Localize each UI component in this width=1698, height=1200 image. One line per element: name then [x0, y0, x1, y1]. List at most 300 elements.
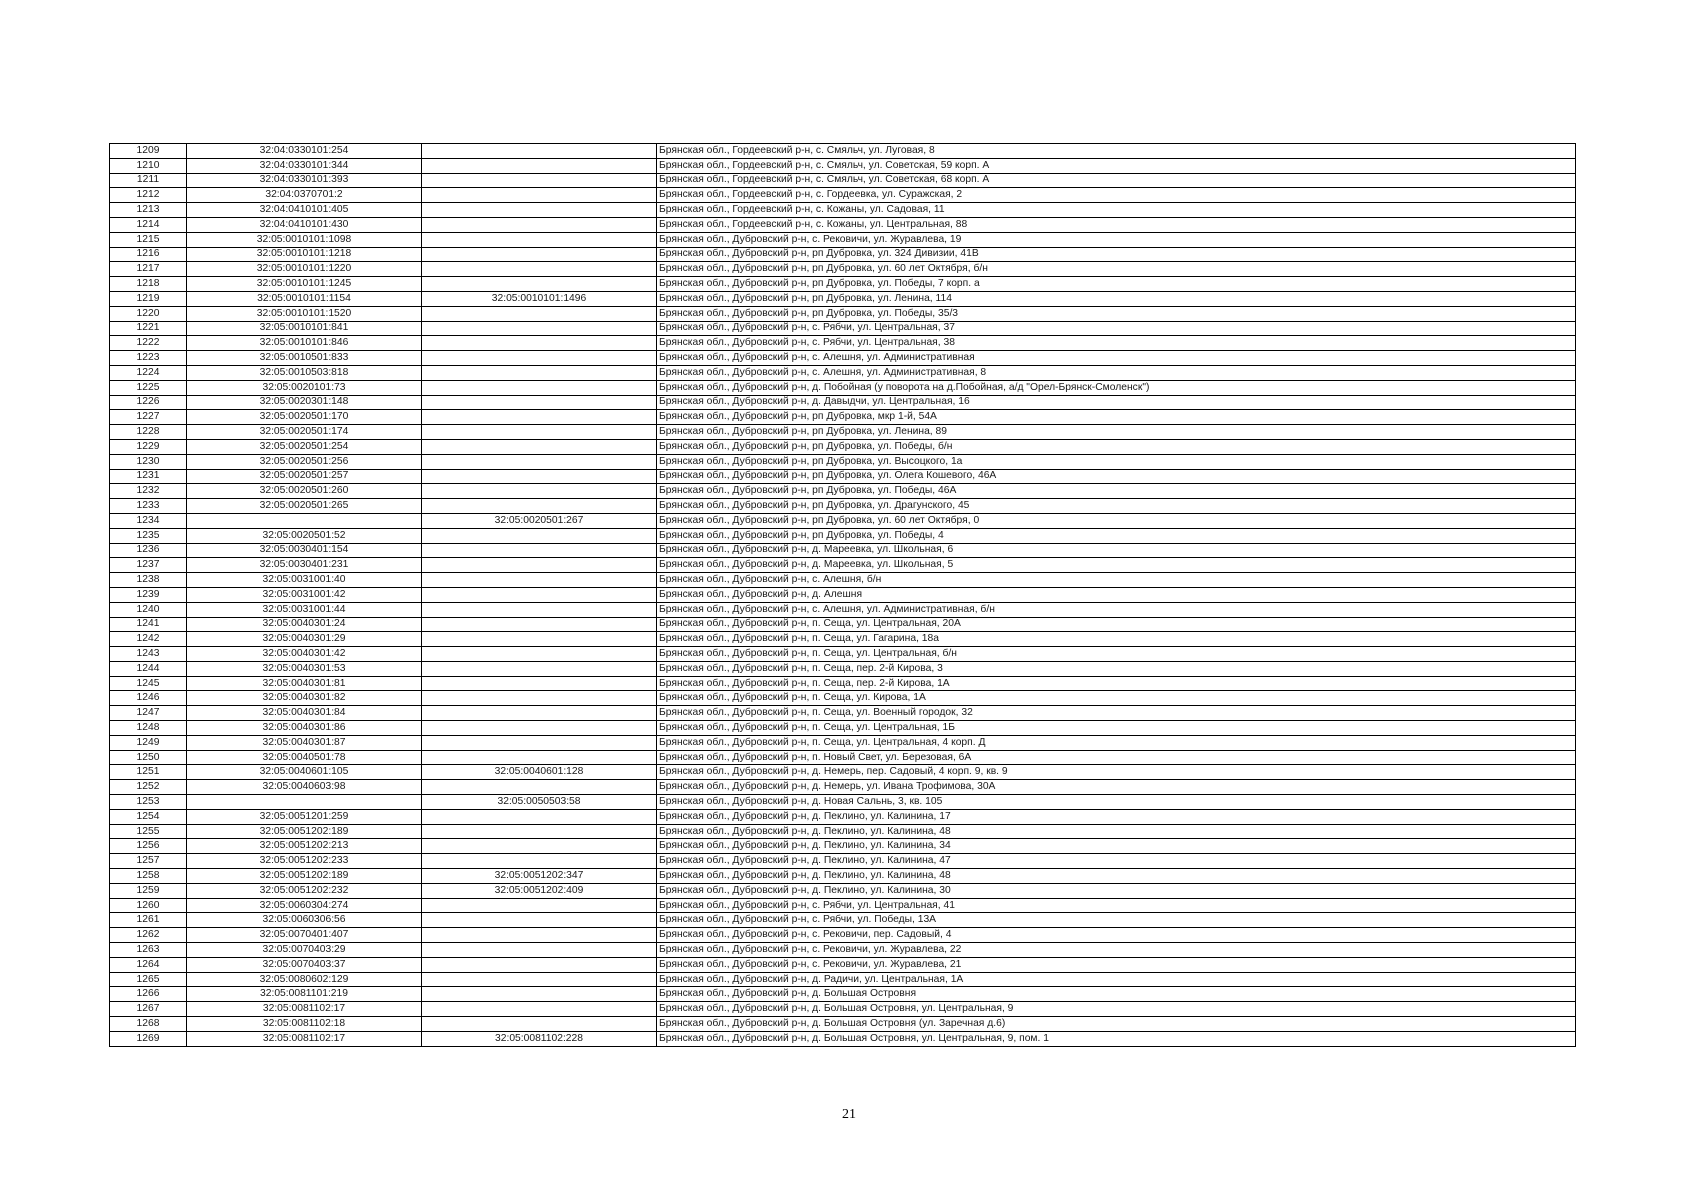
secondary-cadastral-number-cell — [422, 277, 657, 292]
cadastral-number-cell: 32:05:0010101:1245 — [187, 277, 422, 292]
address-cell: Брянская обл., Дубровский р-н, д. Мареевка, ул. Школьная, 6 — [657, 543, 1576, 558]
table-row — [110, 573, 1576, 588]
address-cell: Брянская обл., Дубровский р-н, рп Дубровка, ул. Победы, 46А — [657, 484, 1576, 499]
table-row — [110, 158, 1576, 173]
secondary-cadastral-number-cell — [422, 380, 657, 395]
cadastral-number-cell: 32:05:0020101:73 — [187, 380, 422, 395]
table-row — [110, 957, 1576, 972]
cadastral-number-cell: 32:05:0051202:232 — [187, 883, 422, 898]
row-number-cell: 1211 — [110, 173, 187, 188]
row-number-cell: 1243 — [110, 647, 187, 662]
row-number-cell: 1253 — [110, 795, 187, 810]
table-row — [110, 336, 1576, 351]
row-number-cell: 1229 — [110, 439, 187, 454]
cadastral-number-cell: 32:05:0051202:213 — [187, 839, 422, 854]
cadastral-number-cell: 32:05:0040301:81 — [187, 676, 422, 691]
address-cell: Брянская обл., Дубровский р-н, с. Алешня, ул. Административная, б/н — [657, 602, 1576, 617]
table-row — [110, 380, 1576, 395]
address-cell: Брянская обл., Дубровский р-н, рп Дубровка, ул. 60 лет Октября, 0 — [657, 513, 1576, 528]
row-number-cell: 1224 — [110, 365, 187, 380]
secondary-cadastral-number-cell: 32:05:0010101:1496 — [422, 291, 657, 306]
table-row — [110, 809, 1576, 824]
secondary-cadastral-number-cell — [422, 735, 657, 750]
row-number-cell: 1217 — [110, 262, 187, 277]
secondary-cadastral-number-cell — [422, 262, 657, 277]
cadastral-number-cell: 32:05:0010101:846 — [187, 336, 422, 351]
address-cell: Брянская обл., Дубровский р-н, д. Пеклино, ул. Калинина, 48 — [657, 869, 1576, 884]
cadastral-number-cell: 32:05:0020501:52 — [187, 528, 422, 543]
secondary-cadastral-number-cell — [422, 824, 657, 839]
table-row — [110, 883, 1576, 898]
table-row — [110, 839, 1576, 854]
table-row — [110, 824, 1576, 839]
table-row — [110, 410, 1576, 425]
secondary-cadastral-number-cell — [422, 365, 657, 380]
table-row — [110, 587, 1576, 602]
cadastral-number-cell: 32:05:0010101:1220 — [187, 262, 422, 277]
secondary-cadastral-number-cell: 32:05:0050503:58 — [422, 795, 657, 810]
cadastral-number-cell: 32:05:0040301:84 — [187, 706, 422, 721]
address-cell: Брянская обл., Дубровский р-н, рп Дубровка, ул. 60 лет Октября, б/н — [657, 262, 1576, 277]
row-number-cell: 1236 — [110, 543, 187, 558]
table-row — [110, 706, 1576, 721]
row-number-cell: 1223 — [110, 351, 187, 366]
cadastral-number-cell: 32:05:0040301:87 — [187, 735, 422, 750]
row-number-cell: 1237 — [110, 558, 187, 573]
address-cell: Брянская обл., Дубровский р-н, д. Мареевка, ул. Школьная, 5 — [657, 558, 1576, 573]
cadastral-number-cell: 32:05:0040301:82 — [187, 691, 422, 706]
row-number-cell: 1245 — [110, 676, 187, 691]
cadastral-number-cell: 32:05:0040501:78 — [187, 750, 422, 765]
row-number-cell: 1264 — [110, 957, 187, 972]
table-row — [110, 795, 1576, 810]
row-number-cell: 1269 — [110, 1031, 187, 1046]
row-number-cell: 1255 — [110, 824, 187, 839]
address-cell: Брянская обл., Дубровский р-н, рп Дубровка, ул. Ленина, 89 — [657, 425, 1576, 440]
address-cell: Брянская обл., Дубровский р-н, с. Алешня, ул. Административная — [657, 351, 1576, 366]
address-cell: Брянская обл., Дубровский р-н, п. Сеща, ул. Центральная, 1Б — [657, 721, 1576, 736]
secondary-cadastral-number-cell — [422, 439, 657, 454]
cadastral-number-cell: 32:05:0031001:44 — [187, 602, 422, 617]
cadastral-number-cell: 32:05:0081102:18 — [187, 1017, 422, 1032]
address-cell: Брянская обл., Дубровский р-н, п. Сеща, пер. 2-й Кирова, 1А — [657, 676, 1576, 691]
address-cell: Брянская обл., Дубровский р-н, рп Дубровка, ул. Победы, 7 корп. а — [657, 277, 1576, 292]
table-row — [110, 484, 1576, 499]
row-number-cell: 1226 — [110, 395, 187, 410]
cadastral-number-cell: 32:04:0410101:405 — [187, 203, 422, 218]
secondary-cadastral-number-cell — [422, 395, 657, 410]
secondary-cadastral-number-cell: 32:05:0081102:228 — [422, 1031, 657, 1046]
row-number-cell: 1247 — [110, 706, 187, 721]
row-number-cell: 1246 — [110, 691, 187, 706]
cadastral-number-cell: 32:04:0410101:430 — [187, 217, 422, 232]
row-number-cell: 1233 — [110, 499, 187, 514]
cadastral-number-cell: 32:05:0020501:174 — [187, 425, 422, 440]
cadastral-number-cell: 32:05:0051201:259 — [187, 809, 422, 824]
table-row — [110, 676, 1576, 691]
cadastral-number-cell: 32:05:0031001:42 — [187, 587, 422, 602]
table-row — [110, 602, 1576, 617]
row-number-cell: 1215 — [110, 232, 187, 247]
address-cell: Брянская обл., Дубровский р-н, п. Сеща, ул. Военный городок, 32 — [657, 706, 1576, 721]
address-cell: Брянская обл., Дубровский р-н, д. Большая Островня — [657, 987, 1576, 1002]
cadastral-number-cell: 32:05:0060306:56 — [187, 913, 422, 928]
secondary-cadastral-number-cell — [422, 158, 657, 173]
cadastral-number-cell: 32:05:0040301:42 — [187, 647, 422, 662]
secondary-cadastral-number-cell — [422, 943, 657, 958]
secondary-cadastral-number-cell — [422, 217, 657, 232]
row-number-cell: 1230 — [110, 454, 187, 469]
cadastral-number-cell: 32:05:0020501:257 — [187, 469, 422, 484]
table-row — [110, 632, 1576, 647]
address-cell: Брянская обл., Дубровский р-н, рп Дубровка, ул. 324 Дивизии, 41В — [657, 247, 1576, 262]
table-row — [110, 262, 1576, 277]
secondary-cadastral-number-cell — [422, 928, 657, 943]
address-cell: Брянская обл., Гордеевский р-н, с. Смяльч, ул. Советская, 68 корп. А — [657, 173, 1576, 188]
row-number-cell: 1265 — [110, 972, 187, 987]
address-cell: Брянская обл., Дубровский р-н, д. Большая Островня, ул. Центральная, 9, пом. 1 — [657, 1031, 1576, 1046]
address-cell: Брянская обл., Дубровский р-н, с. Рябчи, ул. Центральная, 37 — [657, 321, 1576, 336]
cadastral-number-cell: 32:05:0070403:37 — [187, 957, 422, 972]
page-number: 21 — [842, 1107, 856, 1122]
address-cell: Брянская обл., Дубровский р-н, д. Побойная (у поворота на д.Побойная, а/д "Орел-Брянск-Смоленск") — [657, 380, 1576, 395]
cadastral-number-cell: 32:05:0020501:170 — [187, 410, 422, 425]
address-cell: Брянская обл., Дубровский р-н, с. Рековичи, пер. Садовый, 4 — [657, 928, 1576, 943]
secondary-cadastral-number-cell — [422, 410, 657, 425]
row-number-cell: 1267 — [110, 1002, 187, 1017]
cadastral-number-cell: 32:04:0330101:254 — [187, 144, 422, 159]
table-row — [110, 425, 1576, 440]
address-cell: Брянская обл., Гордеевский р-н, с. Смяльч, ул. Советская, 59 корп. А — [657, 158, 1576, 173]
cadastral-number-cell: 32:05:0040301:24 — [187, 617, 422, 632]
secondary-cadastral-number-cell — [422, 587, 657, 602]
address-cell: Брянская обл., Дубровский р-н, рп Дубровка, мкр 1-й, 54А — [657, 410, 1576, 425]
secondary-cadastral-number-cell — [422, 721, 657, 736]
address-cell: Брянская обл., Гордеевский р-н, с. Кожаны, ул. Центральная, 88 — [657, 217, 1576, 232]
table-row — [110, 1017, 1576, 1032]
address-cell: Брянская обл., Дубровский р-н, д. Пеклино, ул. Калинина, 48 — [657, 824, 1576, 839]
row-number-cell: 1210 — [110, 158, 187, 173]
table-row — [110, 972, 1576, 987]
secondary-cadastral-number-cell — [422, 321, 657, 336]
row-number-cell: 1212 — [110, 188, 187, 203]
row-number-cell: 1219 — [110, 291, 187, 306]
cadastral-number-cell: 32:05:0020501:254 — [187, 439, 422, 454]
secondary-cadastral-number-cell — [422, 203, 657, 218]
table-row — [110, 647, 1576, 662]
secondary-cadastral-number-cell — [422, 144, 657, 159]
address-cell: Брянская обл., Дубровский р-н, д. Немерь, пер. Садовый, 4 корп. 9, кв. 9 — [657, 765, 1576, 780]
row-number-cell: 1250 — [110, 750, 187, 765]
cadastral-number-cell: 32:04:0370701:2 — [187, 188, 422, 203]
address-cell: Брянская обл., Дубровский р-н, рп Дубровка, ул. Победы, 4 — [657, 528, 1576, 543]
secondary-cadastral-number-cell — [422, 676, 657, 691]
cadastral-number-cell: 32:05:0010501:833 — [187, 351, 422, 366]
row-number-cell: 1258 — [110, 869, 187, 884]
table-row — [110, 854, 1576, 869]
cadastral-number-cell: 32:05:0081102:17 — [187, 1002, 422, 1017]
cadastral-number-cell: 32:05:0051202:189 — [187, 824, 422, 839]
row-number-cell: 1240 — [110, 602, 187, 617]
cadastral-number-cell: 32:05:0010101:1218 — [187, 247, 422, 262]
secondary-cadastral-number-cell — [422, 898, 657, 913]
address-cell: Брянская обл., Дубровский р-н, рп Дубровка, ул. Ленина, 114 — [657, 291, 1576, 306]
row-number-cell: 1261 — [110, 913, 187, 928]
cadastral-number-cell: 32:04:0330101:393 — [187, 173, 422, 188]
table-row — [110, 306, 1576, 321]
cadastral-number-cell: 32:05:0040301:53 — [187, 661, 422, 676]
table-row — [110, 765, 1576, 780]
table-row — [110, 395, 1576, 410]
table-row — [110, 1031, 1576, 1046]
secondary-cadastral-number-cell — [422, 232, 657, 247]
row-number-cell: 1220 — [110, 306, 187, 321]
row-number-cell: 1232 — [110, 484, 187, 499]
address-cell: Брянская обл., Дубровский р-н, с. Рябчи, ул. Центральная, 38 — [657, 336, 1576, 351]
secondary-cadastral-number-cell — [422, 602, 657, 617]
row-number-cell: 1257 — [110, 854, 187, 869]
address-cell: Брянская обл., Дубровский р-н, п. Новый Свет, ул. Березовая, 6А — [657, 750, 1576, 765]
secondary-cadastral-number-cell — [422, 854, 657, 869]
cadastral-number-cell: 32:05:0020501:260 — [187, 484, 422, 499]
address-cell: Брянская обл., Дубровский р-н, п. Сеща, ул. Центральная, 4 корп. Д — [657, 735, 1576, 750]
address-cell: Брянская обл., Дубровский р-н, с. Рябчи, ул. Центральная, 41 — [657, 898, 1576, 913]
address-cell: Брянская обл., Дубровский р-н, д. Большая Островня, ул. Центральная, 9 — [657, 1002, 1576, 1017]
table-row — [110, 454, 1576, 469]
cadastral-number-cell: 32:05:0040601:105 — [187, 765, 422, 780]
address-cell: Брянская обл., Дубровский р-н, с. Алешня, ул. Административная, 8 — [657, 365, 1576, 380]
address-cell: Брянская обл., Дубровский р-н, д. Новая Сальнь, 3, кв. 105 — [657, 795, 1576, 810]
address-cell: Брянская обл., Дубровский р-н, рп Дубровка, ул. Олега Кошевого, 46А — [657, 469, 1576, 484]
row-number-cell: 1213 — [110, 203, 187, 218]
row-number-cell: 1249 — [110, 735, 187, 750]
table-row — [110, 365, 1576, 380]
secondary-cadastral-number-cell — [422, 1002, 657, 1017]
address-cell: Брянская обл., Дубровский р-н, д. Пеклино, ул. Калинина, 47 — [657, 854, 1576, 869]
cadastral-number-cell: 32:05:0010101:1154 — [187, 291, 422, 306]
row-number-cell: 1259 — [110, 883, 187, 898]
secondary-cadastral-number-cell — [422, 425, 657, 440]
secondary-cadastral-number-cell — [422, 839, 657, 854]
table-row — [110, 232, 1576, 247]
cadastral-number-cell: 32:05:0030401:154 — [187, 543, 422, 558]
cadastral-number-cell: 32:05:0070401:407 — [187, 928, 422, 943]
table-row — [110, 928, 1576, 943]
secondary-cadastral-number-cell: 32:05:0051202:347 — [422, 869, 657, 884]
registry-table-body — [110, 144, 1576, 1047]
row-number-cell: 1225 — [110, 380, 187, 395]
secondary-cadastral-number-cell — [422, 247, 657, 262]
cadastral-number-cell: 32:05:0051202:233 — [187, 854, 422, 869]
secondary-cadastral-number-cell — [422, 780, 657, 795]
secondary-cadastral-number-cell — [422, 543, 657, 558]
address-cell: Брянская обл., Дубровский р-н, п. Сеща, пер. 2-й Кирова, 3 — [657, 661, 1576, 676]
secondary-cadastral-number-cell — [422, 987, 657, 1002]
address-cell: Брянская обл., Дубровский р-н, д. Пеклино, ул. Калинина, 17 — [657, 809, 1576, 824]
row-number-cell: 1218 — [110, 277, 187, 292]
address-cell: Брянская обл., Дубровский р-н, рп Дубровка, ул. Победы, б/н — [657, 439, 1576, 454]
secondary-cadastral-number-cell: 32:05:0020501:267 — [422, 513, 657, 528]
secondary-cadastral-number-cell — [422, 499, 657, 514]
table-row — [110, 558, 1576, 573]
table-row — [110, 661, 1576, 676]
cadastral-number-cell: 32:05:0081101:219 — [187, 987, 422, 1002]
row-number-cell: 1252 — [110, 780, 187, 795]
address-cell: Брянская обл., Дубровский р-н, д. Давыдчи, ул. Центральная, 16 — [657, 395, 1576, 410]
cadastral-number-cell: 32:05:0020301:148 — [187, 395, 422, 410]
address-cell: Брянская обл., Гордеевский р-н, с. Смяльч, ул. Луговая, 8 — [657, 144, 1576, 159]
address-cell: Брянская обл., Гордеевский р-н, с. Кожаны, ул. Садовая, 11 — [657, 203, 1576, 218]
secondary-cadastral-number-cell — [422, 484, 657, 499]
cadastral-number-cell: 32:05:0010101:841 — [187, 321, 422, 336]
row-number-cell: 1263 — [110, 943, 187, 958]
secondary-cadastral-number-cell — [422, 1017, 657, 1032]
cadastral-number-cell — [187, 513, 422, 528]
address-cell: Брянская обл., Гордеевский р-н, с. Гордеевка, ул. Суражская, 2 — [657, 188, 1576, 203]
address-cell: Брянская обл., Дубровский р-н, рп Дубровка, ул. Победы, 35/3 — [657, 306, 1576, 321]
secondary-cadastral-number-cell — [422, 957, 657, 972]
secondary-cadastral-number-cell: 32:05:0051202:409 — [422, 883, 657, 898]
secondary-cadastral-number-cell — [422, 173, 657, 188]
address-cell: Брянская обл., Дубровский р-н, с. Рябчи, ул. Победы, 13А — [657, 913, 1576, 928]
row-number-cell: 1251 — [110, 765, 187, 780]
cadastral-number-cell: 32:05:0051202:189 — [187, 869, 422, 884]
table-row — [110, 277, 1576, 292]
secondary-cadastral-number-cell — [422, 454, 657, 469]
cadastral-number-cell: 32:05:0031001:40 — [187, 573, 422, 588]
table-row — [110, 513, 1576, 528]
table-row — [110, 217, 1576, 232]
row-number-cell: 1227 — [110, 410, 187, 425]
cadastral-number-cell: 32:05:0040301:29 — [187, 632, 422, 647]
row-number-cell: 1209 — [110, 144, 187, 159]
table-row — [110, 439, 1576, 454]
address-cell: Брянская обл., Дубровский р-н, п. Сеща, ул. Центральная, 20А — [657, 617, 1576, 632]
row-number-cell: 1256 — [110, 839, 187, 854]
row-number-cell: 1238 — [110, 573, 187, 588]
address-cell: Брянская обл., Дубровский р-н, д. Пеклино, ул. Калинина, 34 — [657, 839, 1576, 854]
secondary-cadastral-number-cell — [422, 661, 657, 676]
cadastral-number-cell: 32:05:0081102:17 — [187, 1031, 422, 1046]
table-row — [110, 750, 1576, 765]
table-row — [110, 735, 1576, 750]
table-row — [110, 247, 1576, 262]
table-row — [110, 173, 1576, 188]
row-number-cell: 1216 — [110, 247, 187, 262]
cadastral-number-cell: 32:05:0040301:86 — [187, 721, 422, 736]
cadastral-number-cell: 32:05:0010503:818 — [187, 365, 422, 380]
secondary-cadastral-number-cell: 32:05:0040601:128 — [422, 765, 657, 780]
table-row — [110, 721, 1576, 736]
secondary-cadastral-number-cell — [422, 469, 657, 484]
secondary-cadastral-number-cell — [422, 528, 657, 543]
secondary-cadastral-number-cell — [422, 617, 657, 632]
secondary-cadastral-number-cell — [422, 913, 657, 928]
table-row — [110, 291, 1576, 306]
row-number-cell: 1268 — [110, 1017, 187, 1032]
secondary-cadastral-number-cell — [422, 632, 657, 647]
table-row — [110, 913, 1576, 928]
table-row — [110, 528, 1576, 543]
address-cell: Брянская обл., Дубровский р-н, д. Алешня — [657, 587, 1576, 602]
cadastral-number-cell: 32:05:0020501:265 — [187, 499, 422, 514]
secondary-cadastral-number-cell — [422, 706, 657, 721]
secondary-cadastral-number-cell — [422, 809, 657, 824]
row-number-cell: 1235 — [110, 528, 187, 543]
table-row — [110, 898, 1576, 913]
secondary-cadastral-number-cell — [422, 306, 657, 321]
row-number-cell: 1234 — [110, 513, 187, 528]
address-cell: Брянская обл., Дубровский р-н, с. Алешня, б/н — [657, 573, 1576, 588]
row-number-cell: 1241 — [110, 617, 187, 632]
address-cell: Брянская обл., Дубровский р-н, с. Рековичи, ул. Журавлева, 19 — [657, 232, 1576, 247]
address-cell: Брянская обл., Дубровский р-н, с. Рековичи, ул. Журавлева, 22 — [657, 943, 1576, 958]
address-cell: Брянская обл., Дубровский р-н, п. Сеща, ул. Кирова, 1А — [657, 691, 1576, 706]
cadastral-number-cell: 32:05:0070403:29 — [187, 943, 422, 958]
secondary-cadastral-number-cell — [422, 188, 657, 203]
row-number-cell: 1239 — [110, 587, 187, 602]
address-cell: Брянская обл., Дубровский р-н, д. Большая Островня (ул. Заречная д.6) — [657, 1017, 1576, 1032]
cadastral-number-cell: 32:05:0030401:231 — [187, 558, 422, 573]
row-number-cell: 1262 — [110, 928, 187, 943]
table-row — [110, 943, 1576, 958]
cadastral-number-cell: 32:05:0060304:274 — [187, 898, 422, 913]
row-number-cell: 1244 — [110, 661, 187, 676]
cadastral-number-cell: 32:05:0010101:1098 — [187, 232, 422, 247]
secondary-cadastral-number-cell — [422, 351, 657, 366]
address-cell: Брянская обл., Дубровский р-н, п. Сеща, ул. Гагарина, 18а — [657, 632, 1576, 647]
cadastral-number-cell: 32:05:0080602:129 — [187, 972, 422, 987]
table-row — [110, 351, 1576, 366]
cadastral-number-cell: 32:05:0020501:256 — [187, 454, 422, 469]
address-cell: Брянская обл., Дубровский р-н, рп Дубровка, ул. Высоцкого, 1а — [657, 454, 1576, 469]
table-row — [110, 780, 1576, 795]
table-row — [110, 144, 1576, 159]
secondary-cadastral-number-cell — [422, 573, 657, 588]
table-row — [110, 203, 1576, 218]
address-cell: Брянская обл., Дубровский р-н, д. Радичи, ул. Центральная, 1А — [657, 972, 1576, 987]
address-cell: Брянская обл., Дубровский р-н, рп Дубровка, ул. Драгунского, 45 — [657, 499, 1576, 514]
cadastral-number-cell: 32:05:0040603:98 — [187, 780, 422, 795]
row-number-cell: 1248 — [110, 721, 187, 736]
table-row — [110, 869, 1576, 884]
table-row — [110, 321, 1576, 336]
address-cell: Брянская обл., Дубровский р-н, с. Рековичи, ул. Журавлева, 21 — [657, 957, 1576, 972]
row-number-cell: 1214 — [110, 217, 187, 232]
registry-table — [109, 143, 1576, 1047]
secondary-cadastral-number-cell — [422, 558, 657, 573]
row-number-cell: 1231 — [110, 469, 187, 484]
row-number-cell: 1228 — [110, 425, 187, 440]
row-number-cell: 1260 — [110, 898, 187, 913]
address-cell: Брянская обл., Дубровский р-н, д. Немерь, ул. Ивана Трофимова, 30А — [657, 780, 1576, 795]
table-row — [110, 469, 1576, 484]
secondary-cadastral-number-cell — [422, 647, 657, 662]
address-cell: Брянская обл., Дубровский р-н, п. Сеща, ул. Центральная, б/н — [657, 647, 1576, 662]
table-row — [110, 987, 1576, 1002]
secondary-cadastral-number-cell — [422, 691, 657, 706]
table-row — [110, 617, 1576, 632]
secondary-cadastral-number-cell — [422, 336, 657, 351]
secondary-cadastral-number-cell — [422, 972, 657, 987]
cadastral-number-cell — [187, 795, 422, 810]
secondary-cadastral-number-cell — [422, 750, 657, 765]
table-row — [110, 543, 1576, 558]
table-row — [110, 691, 1576, 706]
row-number-cell: 1254 — [110, 809, 187, 824]
table-row — [110, 188, 1576, 203]
table-row — [110, 499, 1576, 514]
